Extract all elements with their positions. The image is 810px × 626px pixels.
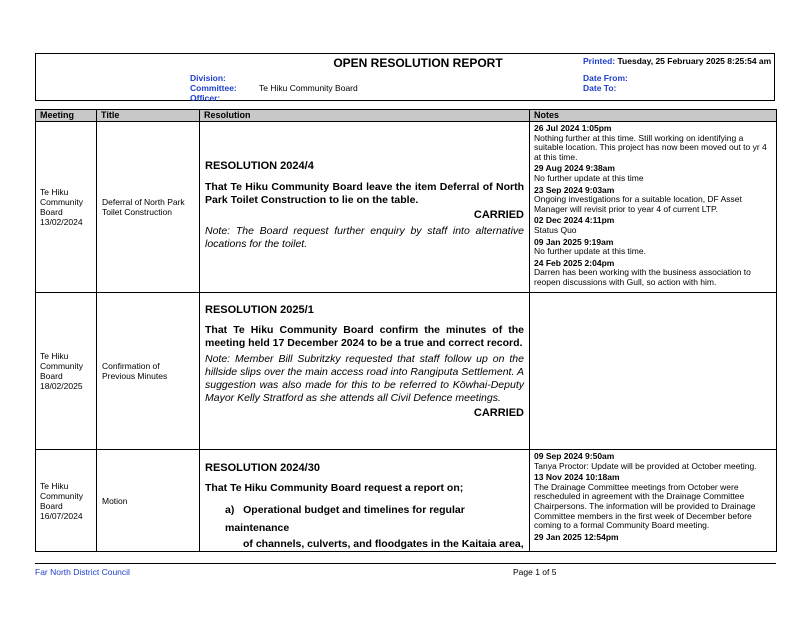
title-line: Motion — [102, 495, 128, 506]
note-date: 29 Jan 2025 12:54pm — [534, 531, 619, 542]
resolution-item-a — [205, 501, 524, 537]
resolution-table — [35, 109, 777, 552]
note-date: 29 Aug 2024 9:38am — [534, 163, 615, 174]
table-row — [36, 122, 777, 293]
notes-list — [530, 450, 776, 542]
resolution-motion: That Te Hiku Community Board leave the item Deferral of North Park Toilet Construction to lie on the table. — [205, 181, 524, 206]
title-cell — [97, 122, 200, 293]
meeting-text — [36, 351, 96, 391]
footer-divider — [35, 563, 776, 564]
meeting-cell — [36, 450, 97, 552]
meeting-date: 16/07/2024 — [40, 510, 83, 521]
printed-value: Tuesday, 25 February 2025 8:25:54 am — [617, 56, 772, 66]
resolution-item-a-continued: of channels, culverts, and floodgates in the Kaitaia area, — [243, 538, 524, 550]
note-entry — [534, 164, 773, 183]
note-entry — [534, 473, 773, 531]
resolution-note: Note: The Board request further enquiry by staff into alternative locations for the toilet. — [205, 225, 524, 250]
note-entry — [534, 124, 773, 162]
note-text: Nothing further at this time. Still working on identifying a suitable location. This project has now been moved out to yr 4 at this time. — [534, 132, 767, 162]
title-cell — [97, 450, 200, 552]
title-line: Toilet Construction — [102, 207, 172, 217]
meeting-line: Te Hiku — [40, 351, 69, 361]
note-date: 23 Sep 2024 9:03am — [534, 184, 615, 195]
table-header-row — [36, 110, 777, 122]
meeting-line: Community — [40, 197, 83, 207]
note-date: 02 Dec 2024 4:11pm — [534, 215, 615, 226]
meeting-text — [36, 481, 96, 521]
note-text: Status Quo — [534, 224, 577, 235]
notes-cell — [530, 122, 777, 293]
report-header — [35, 53, 775, 101]
carried-label: CARRIED — [473, 209, 524, 221]
resolution-cell — [200, 450, 530, 552]
title-line: Deferral of North Park — [102, 197, 185, 207]
meeting-line: Community — [40, 361, 83, 371]
note-text: The Drainage Committee meetings from October were rescheduled in agreement with the Drainage Committee Chairpersons. The information will be provided to Drainage Committee members in the first week of December before coming to a formal Community Board meeting. — [534, 481, 756, 531]
meeting-line: Te Hiku — [40, 480, 69, 491]
resolution-motion: That Te Hiku Community Board request a report on; — [205, 482, 464, 494]
meeting-line: Board — [40, 500, 63, 511]
meeting-line: Board — [40, 371, 63, 381]
date-from-label: Date From: — [583, 73, 628, 83]
resolution-cell — [200, 122, 530, 293]
table-row — [36, 450, 777, 552]
note-entry — [534, 238, 773, 257]
title-line: Previous Minutes — [102, 371, 168, 381]
note-date: 13 Nov 2024 10:18am — [534, 472, 620, 483]
notes-cell — [530, 293, 777, 450]
carried-label: CARRIED — [473, 407, 524, 419]
meeting-cell — [36, 293, 97, 450]
note-entry — [534, 216, 773, 235]
printed-label: Printed: — [583, 56, 616, 66]
meeting-text — [36, 187, 96, 227]
committee-value: Te Hiku Community Board — [259, 83, 358, 93]
resolution-cell — [200, 293, 530, 450]
note-text: No further update at this time. — [534, 246, 646, 257]
footer-page-number: Page 1 of 5 — [513, 567, 557, 577]
note-entry — [534, 533, 773, 543]
resolution-note: Note: Member Bill Subritzky requested that staff follow up on the hillside slips over the main access road into Rangiputa Settlement. A suggestion was also made for this to be referred to Kōwhai-Deputy Mayor Kelly Stratford as she attends all Civil Defence meetings. — [205, 353, 524, 404]
title-cell — [97, 293, 200, 450]
printed-info — [583, 56, 773, 66]
report-title: OPEN RESOLUTION REPORT — [333, 56, 503, 70]
meeting-line: Te Hiku — [40, 187, 69, 197]
notes-cell — [530, 450, 777, 552]
column-header-title: Title — [97, 110, 200, 122]
meeting-date: 13/02/2024 — [40, 217, 83, 227]
resolution-number: RESOLUTION 2024/4 — [205, 160, 314, 172]
note-date: 09 Sep 2024 9:50am — [534, 451, 615, 461]
meeting-date: 18/02/2025 — [40, 381, 83, 391]
footer-organisation: Far North District Council — [35, 567, 130, 577]
note-date: 26 Jul 2024 1:05pm — [534, 123, 612, 133]
note-text: Tanya Proctor: Update will be provided at October meeting. — [534, 460, 757, 471]
date-to-label: Date To: — [583, 83, 617, 93]
note-entry — [534, 452, 773, 471]
column-header-resolution: Resolution — [200, 110, 530, 122]
note-date: 09 Jan 2025 9:19am — [534, 236, 614, 247]
title-text — [97, 361, 199, 381]
note-date: 24 Feb 2025 2:04pm — [534, 257, 615, 268]
title-line: Confirmation of — [102, 361, 160, 371]
meeting-cell — [36, 122, 97, 293]
resolution-motion: That Te Hiku Community Board confirm the minutes of the meeting held 17 December 2024 to be a true and correct record. — [205, 324, 524, 349]
meeting-line: Board — [40, 207, 63, 217]
note-text: No further update at this time — [534, 172, 644, 183]
title-text — [97, 197, 199, 217]
column-header-notes: Notes — [530, 110, 777, 122]
resolution-number: RESOLUTION 2025/1 — [205, 304, 314, 316]
note-text: Darren has been working with the business association to reopen discussions with Gull, so action with him. — [534, 267, 751, 287]
item-text: Operational budget and timelines for regular maintenance — [225, 504, 465, 534]
division-label: Division: — [190, 73, 226, 83]
note-entry — [534, 259, 773, 288]
notes-list — [530, 122, 776, 288]
officer-label: Officer: — [190, 93, 221, 103]
item-label: a) — [225, 504, 235, 516]
table-row — [36, 293, 777, 450]
meeting-line: Community — [40, 490, 83, 501]
title-text — [97, 496, 199, 506]
column-header-meeting: Meeting — [36, 110, 97, 122]
resolution-number: RESOLUTION 2024/30 — [205, 462, 320, 474]
note-text: Ongoing investigations for a suitable location, DF Asset Manager will revisit prior to year 4 of current LTP. — [534, 194, 742, 214]
note-entry — [534, 186, 773, 215]
committee-label: Committee: — [190, 83, 237, 93]
